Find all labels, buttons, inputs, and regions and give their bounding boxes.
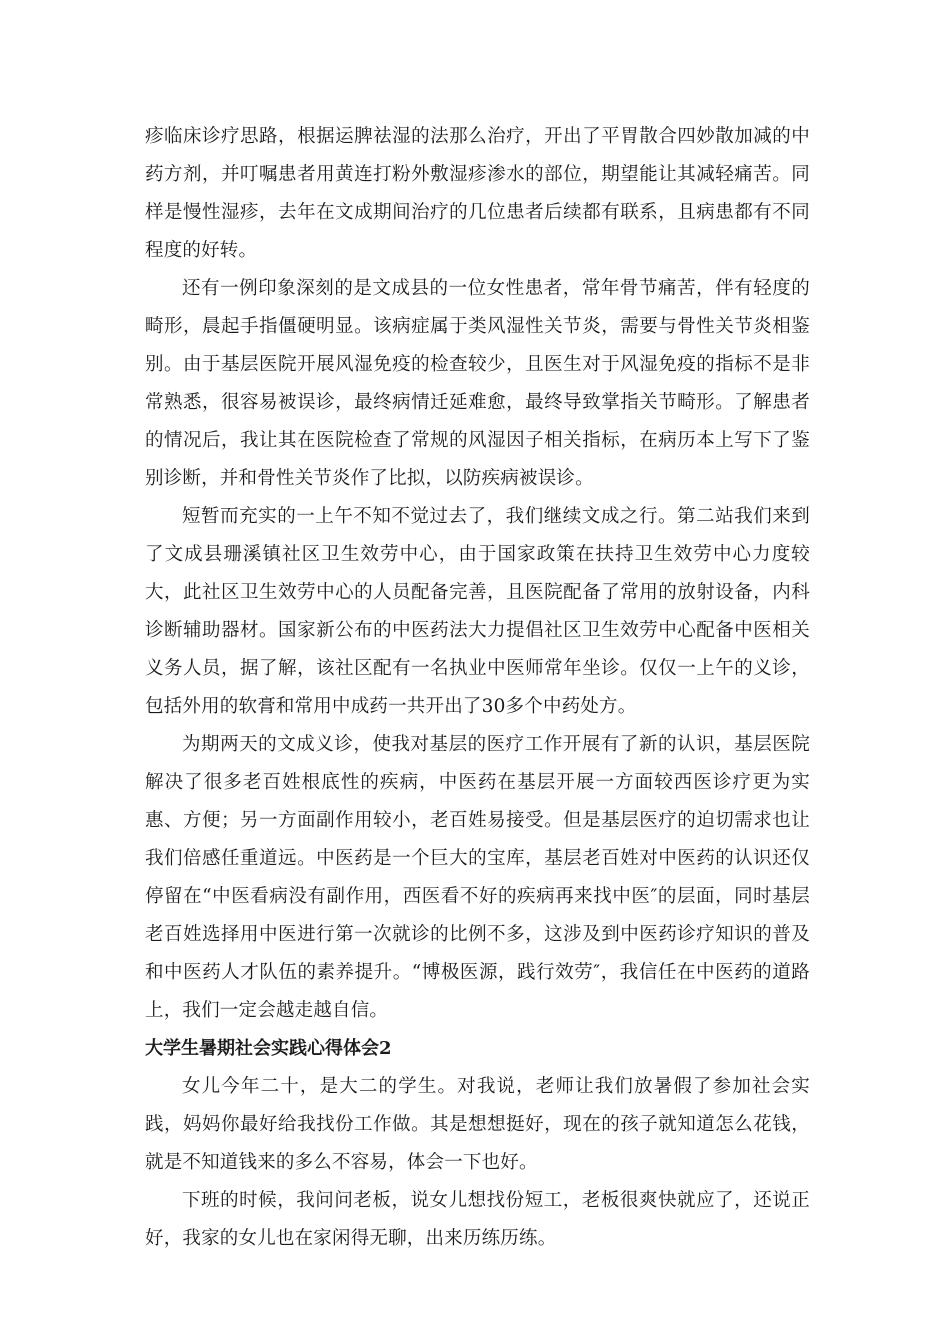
paragraph: 还有一例印象深刻的是文成县的一位女性患者，常年骨节痛苦，伴有轻度的畸形，晨起手指僵硬明显。该病症属于类风湿性关节炎，需要与骨性关节炎相鉴别。由于基层医院开展风湿免疫的检查较少，且医生对于风湿免疫的指标不是非常熟悉，很容易被误诊，最终病情迁延难愈，最终导致掌指关节畸形。了解患者的情况后，我让其在医院检查了常规的风湿因子相关指标，在病历本上写下了鉴别诊断，并和骨性关节炎作了比拟，以防疾病被误诊。 (145, 278, 810, 489)
paragraph: 短暂而充实的一上午不知不觉过去了，我们继续文成之行。第二站我们来到了文成县珊溪镇社区卫生效劳中心，由于国家政策在扶持卫生效劳中心力度较大，此社区卫生效劳中心的人员配备完善，且医院配备了常用的放射设备，内科诊断辅助器材。国家新公布的中医药法大力提倡社区卫生效劳中心配备中医相关义务人员，据了解，该社区配有一名执业中医师常年坐诊。仅仅一上午的义诊，包括外用的软膏和常用中成药一共开出了30多个中药处方。 (145, 506, 810, 717)
paragraph-continued: 疹临床诊疗思路，根据运脾祛湿的法那么治疗，开出了平胃散合四妙散加减的中药方剂，并叮嘱患者用黄连打粉外敷湿疹渗水的部位，期望能让其减轻痛苦。同样是慢性湿疹，去年在文成期间治疗的几位患者后续都有联系，且病患都有不同程度的好转。 (145, 126, 810, 261)
section-title: 大学生暑期社会实践心得体会2 (145, 1038, 392, 1059)
document-body (145, 118, 810, 1258)
paragraph: 下班的时候，我问问老板，说女儿想找份短工，老板很爽快就应了，还说正好，我家的女儿也在家闲得无聊，出来历练历练。 (145, 1190, 810, 1249)
paragraph: 女儿今年二十，是大二的学生。对我说，老师让我们放暑假了参加社会实践，妈妈你最好给我找份工作做。其是想想挺好，现在的孩子就知道怎么花钱，就是不知道钱来的多么不容易，体会一下也好。 (145, 1076, 810, 1173)
paragraph: 为期两天的文成义诊，使我对基层的医疗工作开展有了新的认识，基层医院解决了很多老百姓根底性的疾病，中医药在基层开展一方面较西医诊疗更为实惠、方便；另一方面副作用较小，老百姓易接受。但是基层医疗的迫切需求也让我们倍感任重道远。中医药是一个巨大的宝库，基层老百姓对中医药的认识还仅停留在“中医看病没有副作用，西医看不好的疾病再来找中医″的层面，同时基层老百姓选择用中医进行第一次就诊的比例不多，这涉及到中医药诊疗知识的普及和中医药人才队伍的素养提升。“博极医源，践行效劳″，我信任在中医药的道路上，我们一定会越走越自信。 (145, 734, 810, 1021)
